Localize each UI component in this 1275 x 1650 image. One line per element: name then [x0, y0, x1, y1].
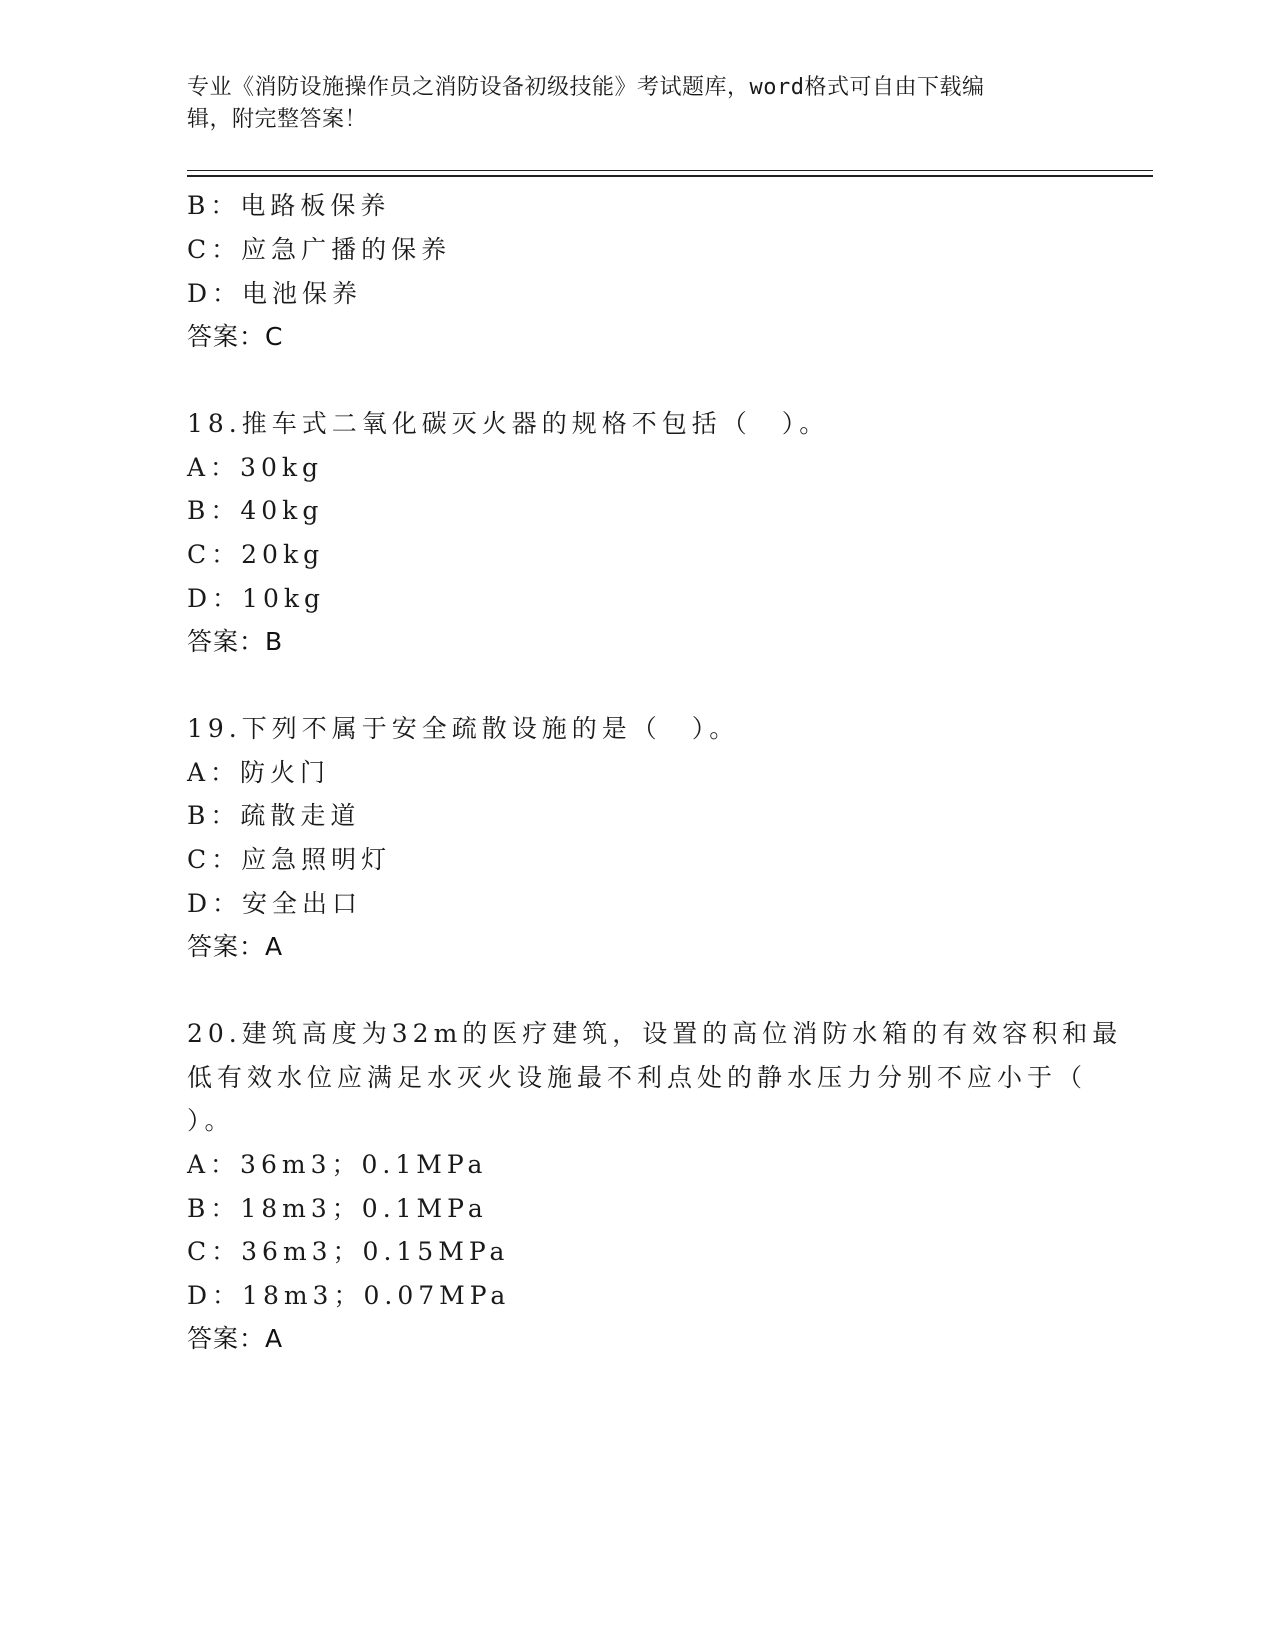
q20-option-d: D：18m3；0.07MPa [187, 1281, 511, 1310]
q19-option-a: A：防火门 [187, 758, 331, 787]
q20-option-c: C：36m3；0.15MPa [187, 1237, 510, 1266]
q20-question-line-2: 低有效水位应满足水灭火设施最不利点处的静水压力分别不应小于（ [187, 1063, 1088, 1092]
document-header [187, 72, 1067, 136]
q18-answer: 答案：B [187, 627, 284, 656]
q17-answer: 答案：C [187, 322, 284, 351]
q20-option-a: A：36m3；0.1MPa [187, 1150, 488, 1179]
q20-answer: 答案：A [187, 1324, 284, 1353]
q20-question-line-3: ）。 [187, 1106, 235, 1135]
q19-option-b: B：疏散走道 [187, 801, 361, 830]
q18-option-c: C：20kg [187, 540, 325, 569]
q20-option-b: B：18m3；0.1MPa [187, 1194, 488, 1223]
q20-question-line-1: 20.建筑高度为32m的医疗建筑，设置的高位消防水箱的有效容积和最 [187, 1019, 1123, 1048]
q18-option-a: A：30kg [187, 453, 324, 482]
q19-option-d: D：安全出口 [187, 889, 363, 918]
header-line-1: 专业《消防设施操作员之消防设备初级技能》考试题库，word格式可自由下载编 [187, 75, 985, 100]
q17-option-d: D：电池保养 [187, 279, 363, 308]
q19-question: 19.下列不属于安全疏散设施的是（ ）。 [187, 714, 740, 743]
header-divider-bottom [187, 175, 1153, 177]
q18-option-b: B：40kg [187, 496, 324, 525]
header-divider-top [187, 170, 1153, 171]
q18-option-d: D：10kg [187, 584, 326, 613]
header-line-2: 辑，附完整答案！ [187, 107, 368, 132]
q17-option-c: C：应急广播的保养 [187, 235, 452, 264]
q19-answer: 答案：A [187, 932, 284, 961]
q18-question: 18.推车式二氧化碳灭火器的规格不包括（ ）。 [187, 409, 830, 438]
q19-option-c: C：应急照明灯 [187, 845, 392, 874]
q17-option-b: B：电路板保养 [187, 191, 391, 220]
